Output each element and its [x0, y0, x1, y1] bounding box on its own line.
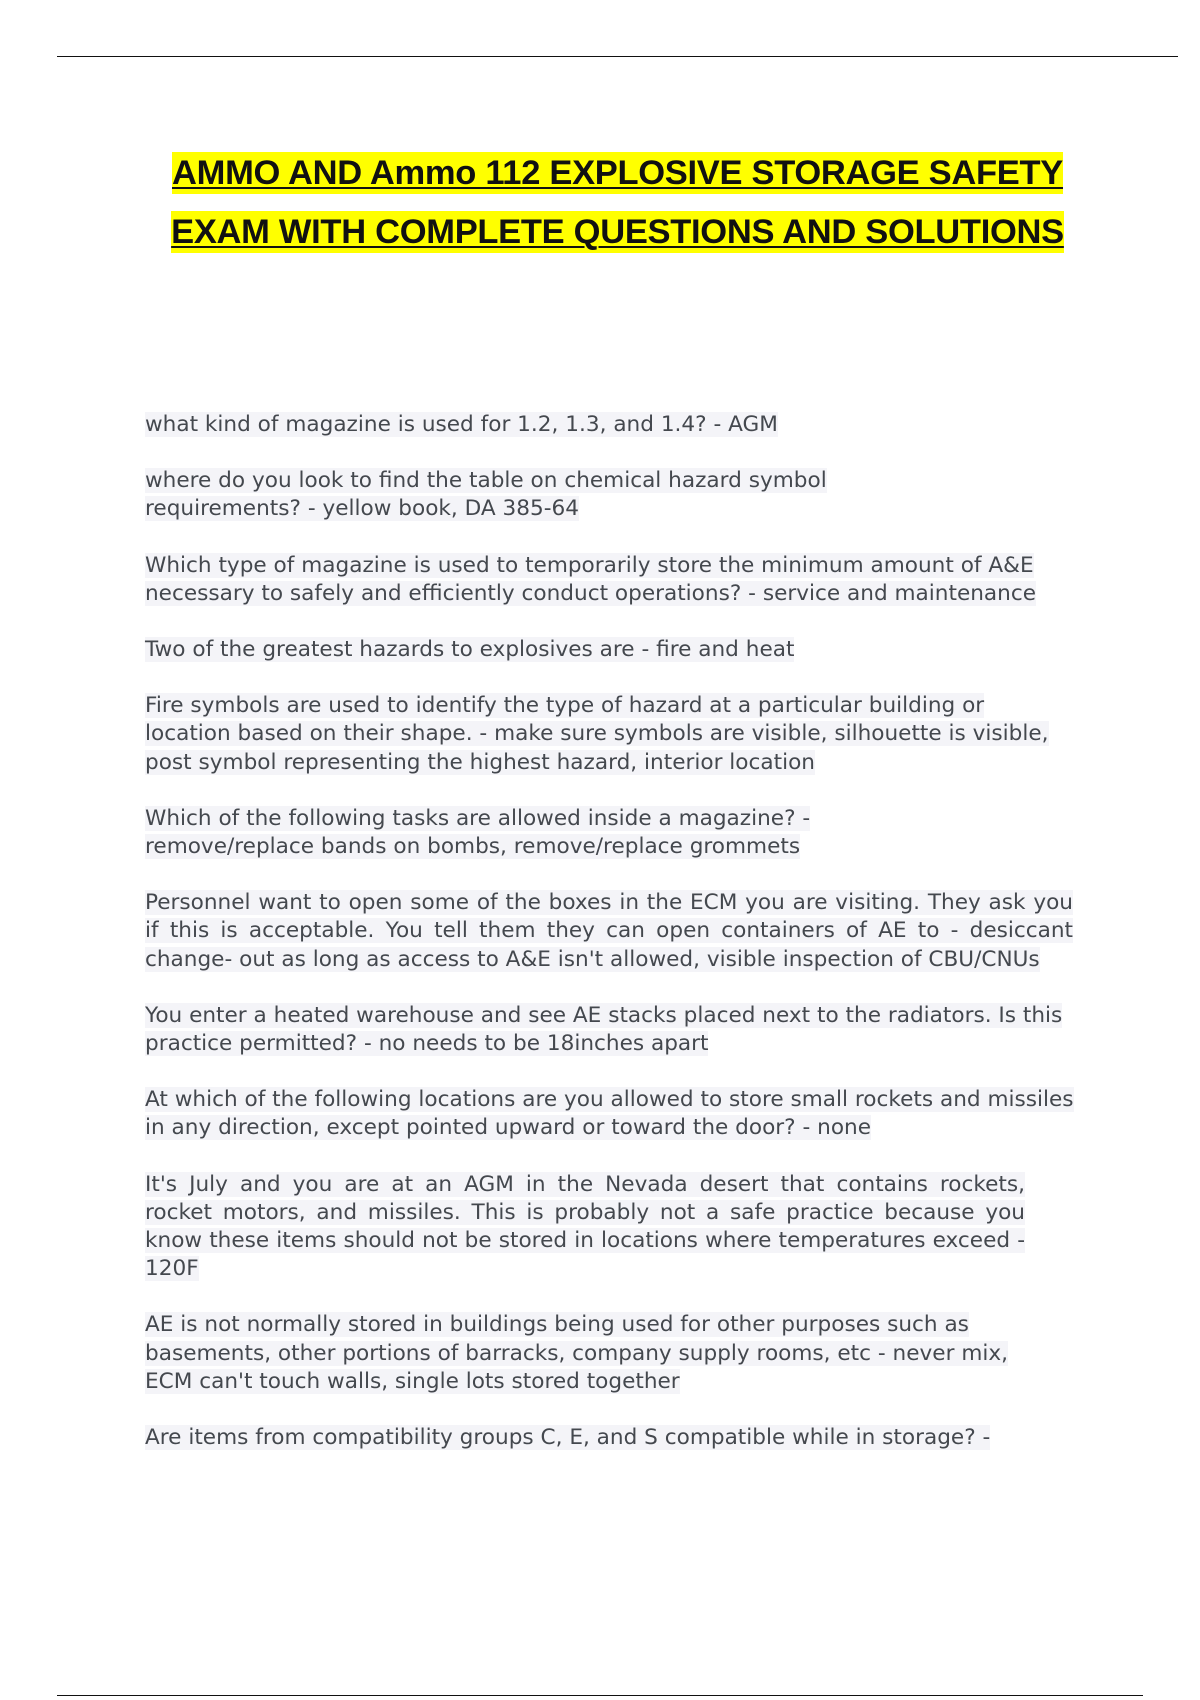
qa-item: Which of the following tasks are allowed inside a magazine? - remove/replace bands on bombs, remove/replace grommets: [145, 805, 811, 860]
qa-item: Fire symbols are used to identify the type of hazard at a particular building or location based on their shape. - make sure symbols are visible, silhouette is visible, post symbol representing the highest hazard, interior location: [145, 693, 1049, 775]
document-title: [120, 144, 1115, 262]
bottom-rule: [57, 1695, 1143, 1696]
qa-list: [145, 411, 1100, 1480]
qa-item: Two of the greatest hazards to explosives are - fire and heat: [145, 637, 795, 663]
top-rule: [57, 56, 1178, 57]
title-highlight: AMMO AND Ammo 112 EXPLOSIVE STORAGE SAFETY EXAM WITH COMPLETE QUESTIONS AND SOLUTIONS: [171, 154, 1064, 251]
qa-item: At which of the following locations are you allowed to store small rockets and missiles in any direction, except pointed upward or toward the door? - none: [145, 1087, 1074, 1141]
qa-item: Which type of magazine is used to temporarily store the minimum amount of A&E necessary to safely and efficiently conduct operations? - service and maintenance: [145, 552, 1036, 606]
qa-item: AE is not normally stored in buildings being used for other purposes such as basements, other portions of barracks, company supply rooms, etc - never mix, ECM can't touch walls, single lots stored together: [145, 1312, 1008, 1394]
qa-item: You enter a heated warehouse and see AE stacks placed next to the radiators. Is this practice permitted? - no needs to be 18inches apart: [145, 1002, 1063, 1057]
qa-item: Are items from compatibility groups C, E, and S compatible while in storage? -: [145, 1425, 991, 1451]
qa-item: what kind of magazine is used for 1.2, 1.3, and 1.4? - AGM: [145, 412, 778, 437]
qa-item: Personnel want to open some of the boxes in the ECM you are visiting. They ask you if this is acceptable. You tell them they can open containers of AE to - desiccant change- out as long as access to A&E isn't allowed, visible inspection of CBU/CNUs: [145, 890, 1073, 972]
qa-item: It's July and you are at an AGM in the Nevada desert that contains rockets, rocket motors, and missiles. This is probably not a safe practice because you know these items should not be stored in locations where temperatures exceed - 120F: [145, 1171, 1025, 1282]
qa-item: where do you look to find the table on chemical hazard symbol requirements? - yellow book, DA 385-64: [145, 468, 827, 522]
